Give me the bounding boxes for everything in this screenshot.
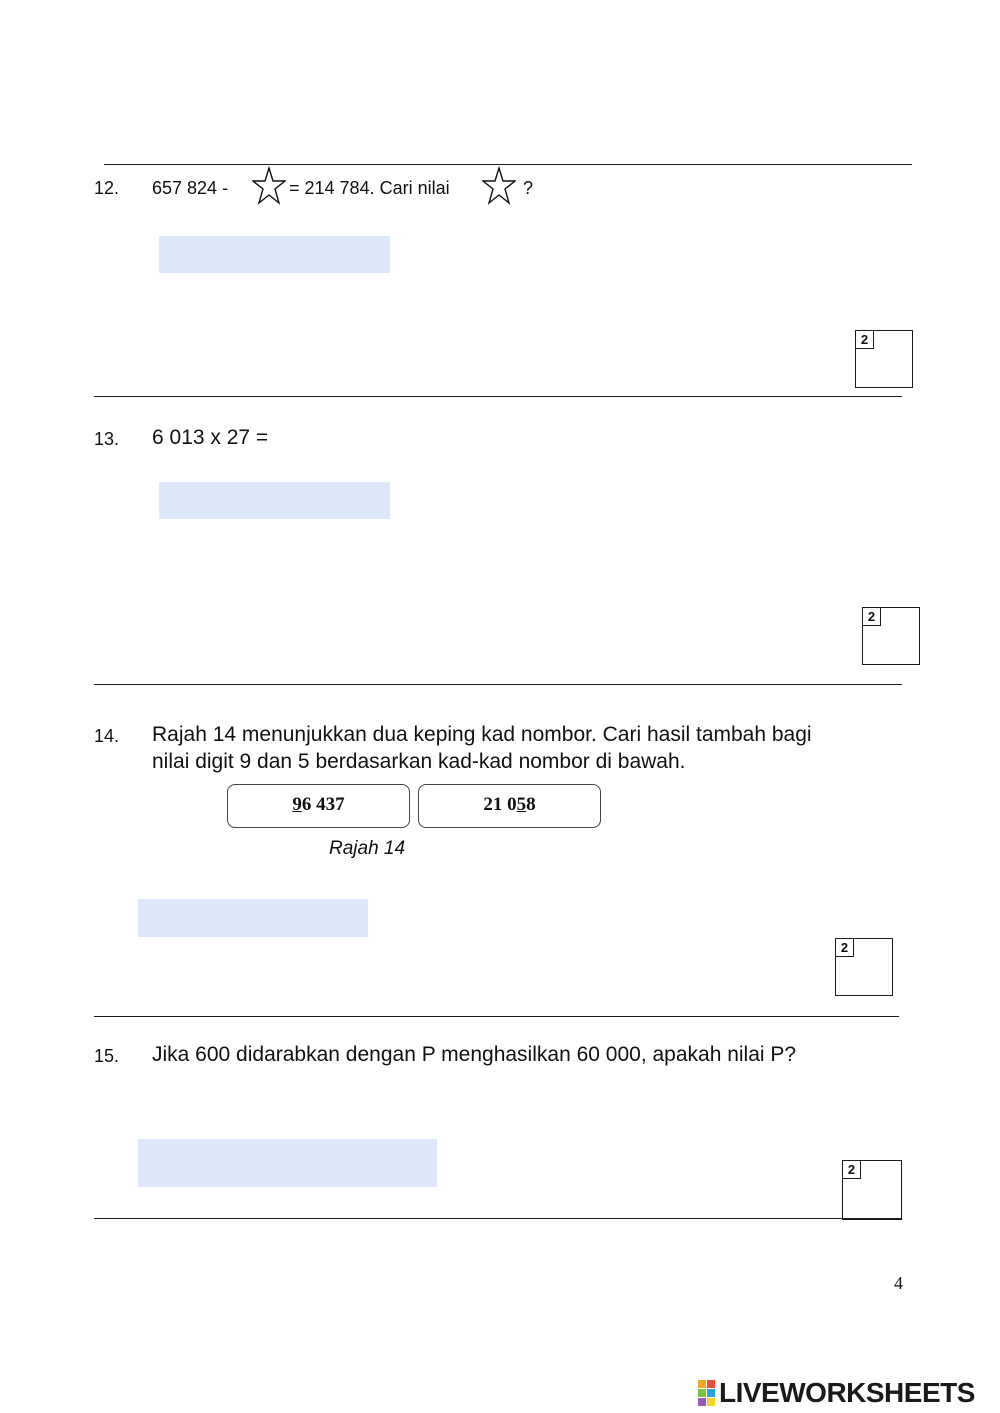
liveworksheets-logo	[698, 1378, 975, 1408]
q12-text-part1: 657 824 -	[152, 178, 229, 198]
q14-mark-label: 2	[836, 939, 854, 957]
number-card-2	[418, 784, 601, 828]
logo-text: LIVEWORKSHEETS	[719, 1377, 975, 1408]
page-number: 4	[894, 1273, 903, 1293]
q12-text-part3: ?	[523, 178, 534, 198]
q14-answer-input[interactable]	[138, 899, 368, 937]
q13-text: 6 013 x 27 =	[152, 426, 269, 449]
card1-underlined-digit: 9	[292, 794, 302, 815]
q15-bottom-rule	[94, 1218, 902, 1219]
card2-underlined-digit: 5	[516, 794, 527, 815]
q13-bottom-rule	[94, 684, 902, 685]
card1-rest: 6 437	[301, 794, 345, 815]
q15-mark-box	[842, 1160, 902, 1220]
card2-before: 21 0	[483, 794, 517, 815]
logo-mark-icon	[698, 1380, 715, 1406]
figure-caption: Rajah 14	[329, 838, 406, 859]
q12-number: 12.	[94, 178, 120, 198]
star-outline-icon	[252, 166, 286, 206]
q15-text: Jika 600 didarabkan dengan P menghasilkan 60 000, apakah nilai P?	[152, 1043, 797, 1066]
q13-number: 13.	[94, 429, 120, 449]
q15-mark-label: 2	[843, 1161, 861, 1179]
q12-mark-box	[855, 330, 913, 388]
q14-mark-box	[835, 938, 893, 996]
q13-mark-label: 2	[863, 608, 881, 626]
q14-number: 14.	[94, 726, 120, 746]
q14-bottom-rule	[94, 1016, 899, 1017]
card2-after: 8	[526, 794, 536, 815]
q12-top-rule	[104, 164, 912, 165]
q12-answer-input[interactable]	[159, 236, 390, 273]
star-outline-icon	[482, 166, 516, 206]
q13-answer-input[interactable]	[159, 482, 390, 519]
q15-number: 15.	[94, 1046, 120, 1066]
q12-bottom-rule	[94, 396, 902, 397]
number-card-1	[227, 784, 410, 828]
q12-text-part2: = 214 784. Cari nilai	[289, 178, 450, 198]
q13-mark-box	[862, 607, 920, 665]
q14-text-line2: nilai digit 9 dan 5 berdasarkan kad-kad nombor di bawah.	[152, 750, 686, 773]
q12-mark-label: 2	[856, 331, 874, 349]
q14-text-line1: Rajah 14 menunjukkan dua keping kad nombor. Cari hasil tambah bagi	[152, 723, 812, 746]
q15-answer-input[interactable]	[138, 1139, 437, 1187]
